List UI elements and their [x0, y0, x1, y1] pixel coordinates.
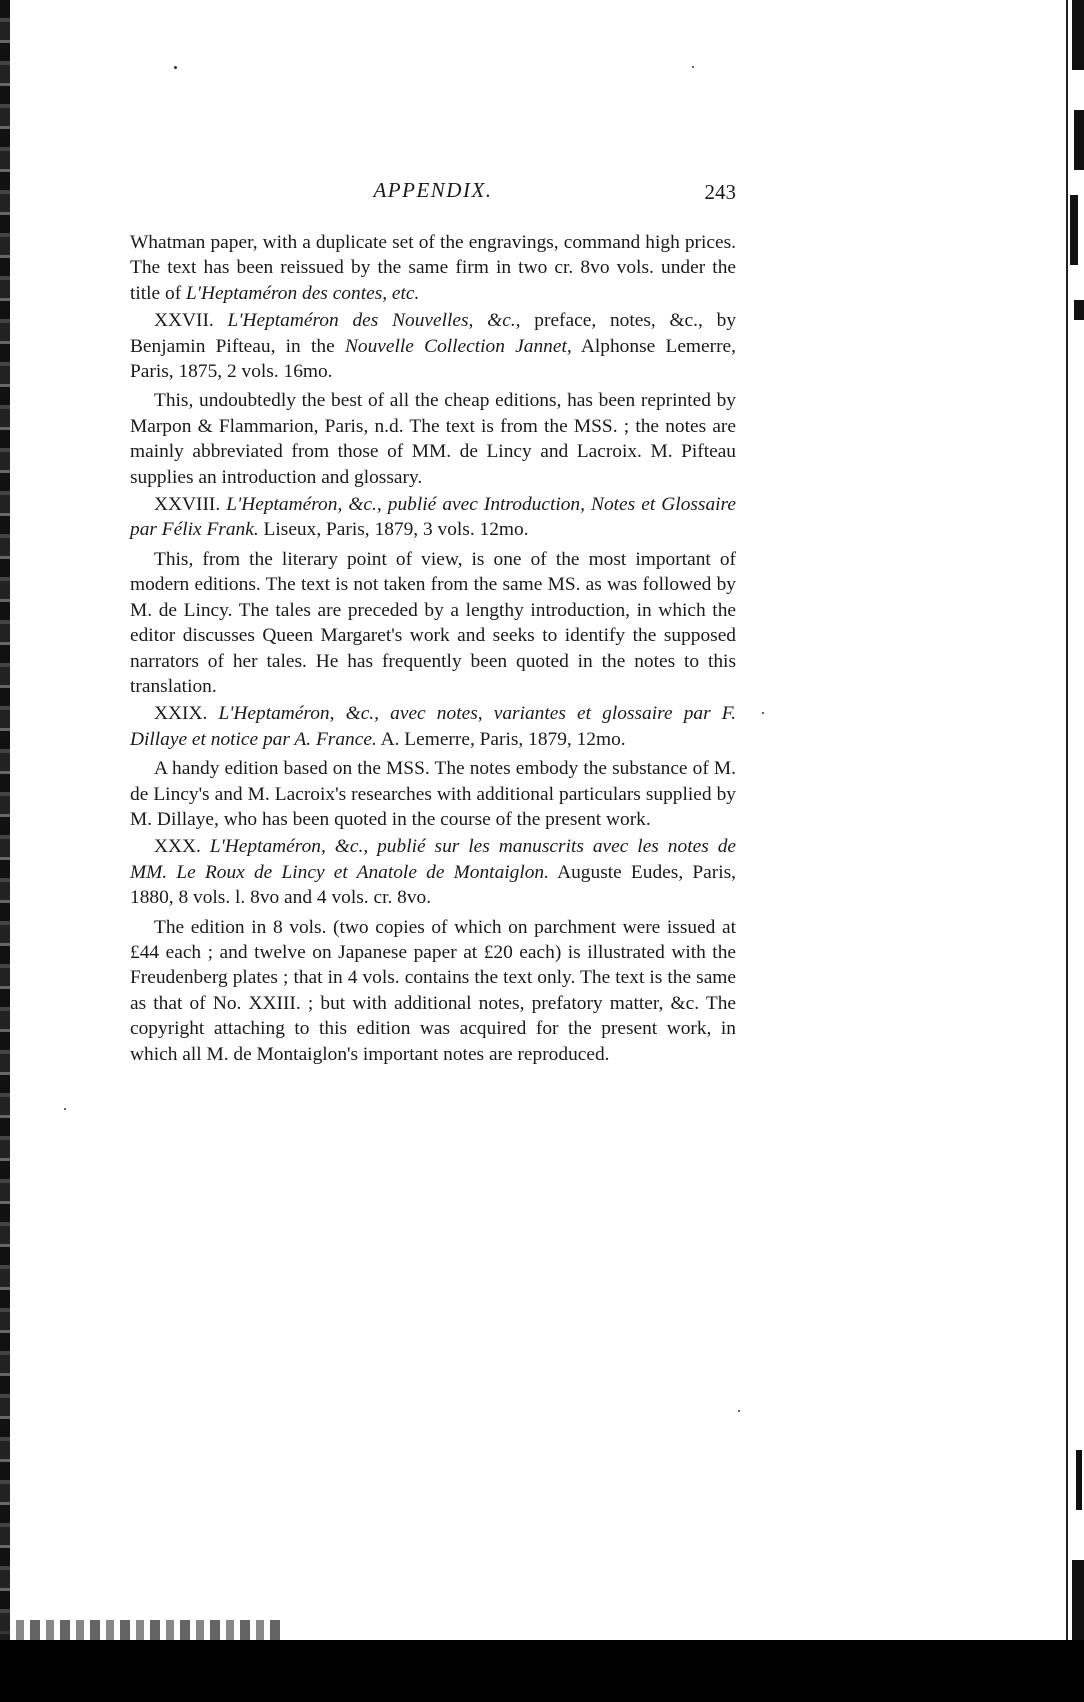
- text-run: preface, notes, &c., by Benjamin Pifteau, in the: [130, 310, 737, 357]
- dust-speck: [738, 1410, 740, 1412]
- entry-number: XXX.: [154, 836, 210, 858]
- page-header: [130, 176, 736, 206]
- italic-title: L'Heptaméron des Nouvelles, &c.,: [227, 310, 521, 332]
- italic-title: L'Heptaméron des contes, etc.: [186, 282, 420, 304]
- text-run: Alphonse Lemerre, Paris, 1875, 2 vols. 16mo.: [130, 335, 736, 383]
- dust-speck: [174, 66, 177, 69]
- italic-title: L'Heptaméron, &c., publié sur les manuscrits avec les notes de MM. Le Roux de Lincy et Anatole de Montaiglon.: [130, 836, 736, 883]
- dust-speck: [762, 712, 764, 714]
- paragraph: [130, 230, 736, 306]
- text-run: A. Lemerre, Paris, 1879, 12mo.: [376, 728, 626, 750]
- paragraph: [130, 756, 736, 832]
- italic-title: Nouvelle Collection Jannet,: [344, 335, 572, 357]
- text-run: Liseux, Paris, 1879, 3 vols. 12mo.: [258, 519, 529, 541]
- body-text: [130, 230, 736, 1067]
- entry-number: XXVII.: [154, 310, 228, 332]
- scan-left-edge: [0, 0, 10, 1640]
- text-run: This, undoubtedly the best of all the cheap editions, has been reprinted by Marpon & Flammarion, Paris, n.d. The text is from the MSS. ; the notes are mainly abbreviated from those of MM. de Lincy and Lacroix. M. Pifteau supplies an introduction and glossary.: [130, 390, 736, 488]
- bibliography-entry: [130, 308, 736, 384]
- running-title: APPENDIX.: [373, 178, 493, 202]
- paragraph: [130, 388, 736, 490]
- text-run: This, from the literary point of view, is one of the most important of modern editions. The text is not taken from the same MS. as was followed by M. de Lincy. The tales are preceded by a lengthy introduction, in which the editor discusses Queen Margaret's work and seeks to identify the supposed narrators of her tales. He has frequently been quoted in the notes to this translation.: [130, 548, 736, 697]
- paragraph: [130, 915, 736, 1067]
- entry-number: XXVIII.: [154, 494, 227, 516]
- scan-bottom-edge: [0, 1640, 1084, 1702]
- text-run: Whatman paper, with a duplicate set of the engravings, command high prices. The text has been reissued by the same firm in two cr. 8vo vols. under the title of: [130, 232, 736, 304]
- bibliography-entry: [130, 834, 736, 910]
- text-run: The edition in 8 vols. (two copies of which on parchment were issued at £44 each ; and twelve on Japanese paper at £20 each) is illustrated with the Freudenberg plates ; that in 4 vols. contains the text only. The text is the same as that of No. XXIII. ; but with additional notes, prefatory matter, &c. The copyright attaching to this edition was acquired for the present work, in which all M. de Montaiglon's important notes are reproduced.: [130, 916, 736, 1065]
- paragraph: [130, 547, 736, 699]
- bibliography-entry: [130, 492, 736, 543]
- scan-bottom-fringe: [0, 1620, 280, 1642]
- dust-speck: [64, 1108, 66, 1110]
- text-run: Auguste Eudes, Paris, 1880, 8 vols. l. 8vo and 4 vols. cr. 8vo.: [130, 861, 736, 909]
- entry-number: XXIX.: [154, 703, 219, 725]
- page-number: 243: [704, 180, 736, 204]
- italic-title: L'Heptaméron, &c., avec notes, variantes et glossaire par F. Dillaye et notice par A. France.: [130, 703, 736, 750]
- dust-speck: [692, 66, 694, 68]
- scan-right-edge: [1066, 0, 1084, 1640]
- text-run: A handy edition based on the MSS. The notes embody the substance of M. de Lincy's and M. Lacroix's researches with additional particulars supplied by M. Dillaye, who has been quoted in the course of the present work.: [130, 758, 736, 830]
- bibliography-entry: [130, 701, 736, 752]
- italic-title: L'Heptaméron, &c., publié avec Introduction, Notes et Glossaire par Félix Frank.: [130, 494, 736, 541]
